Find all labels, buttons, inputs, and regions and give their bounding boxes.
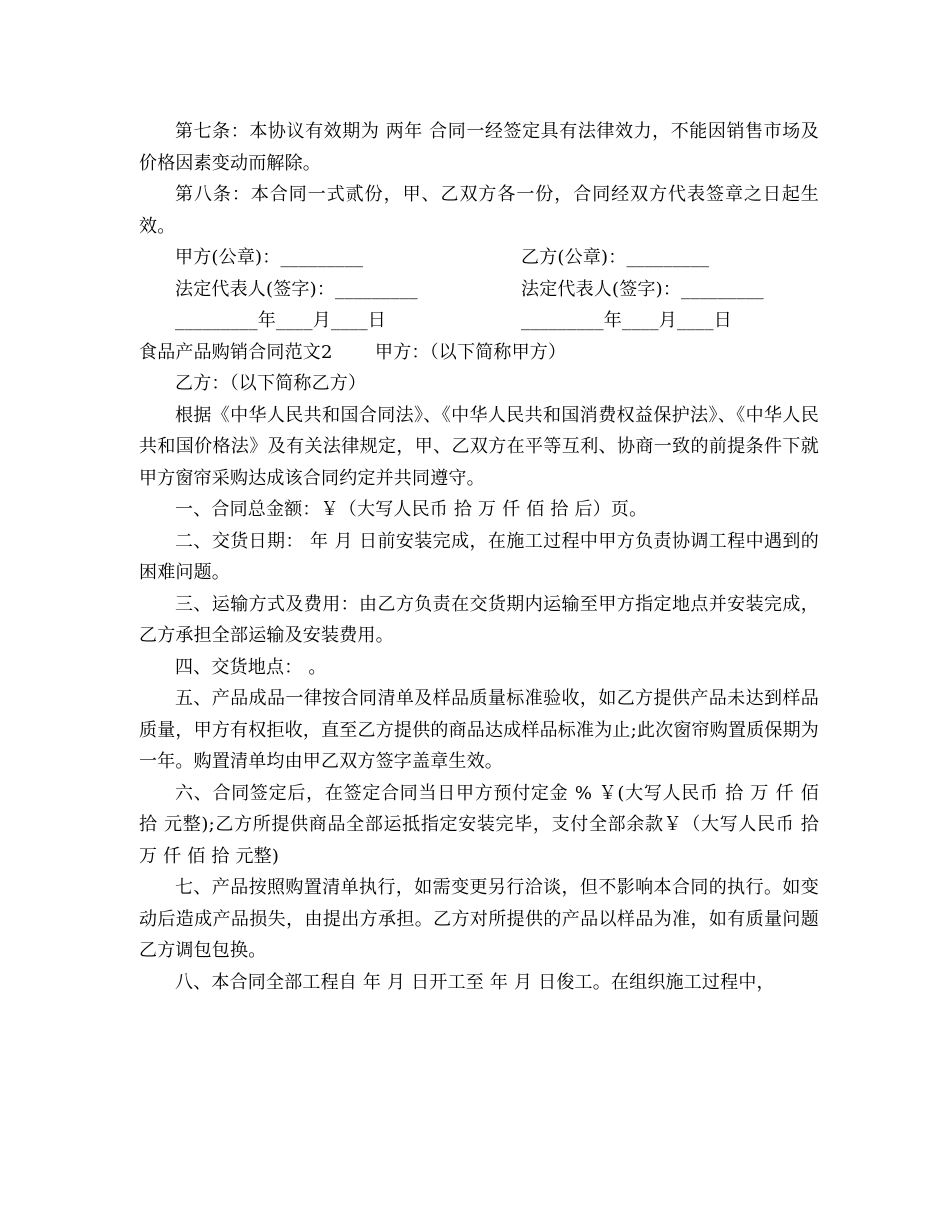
party-a-date: _________年____月____日 — [175, 310, 386, 331]
seal-row — [139, 242, 819, 274]
article-7: 第七条：本协议有效期为 两年 合同一经签定具有法律效力，不能因销售市场及价格因素变动而解除。 — [139, 121, 819, 174]
party-b-seal: 乙方(公章)：_________ — [521, 247, 710, 268]
clause-7: 七、产品按照购置清单执行，如需变更另行洽谈，但不影响本合同的执行。如变动后造成产品损失，由提出方承担。乙方对所提供的产品以样品为准，如有质量问题乙方调包包换。 — [139, 877, 819, 961]
contract-2-party-b: 乙方：（以下简称乙方） — [175, 373, 367, 394]
representative-row — [139, 274, 819, 306]
clause-1: 一、合同总金额：￥（大写人民币 拾 万 仟 佰 拾 后）页。 — [175, 499, 648, 520]
contract-2-party-a: 甲方：（以下简称甲方） — [375, 341, 567, 363]
preamble: 根据《中华人民共和国合同法》、《中华人民共和国消费权益保护法》、《中华人民共和国价格法》及有关法律规定，甲、乙双方在平等互利、协商一致的前提条件下就甲方窗帘采购达成该合同约定并共同遵守。 — [139, 404, 819, 489]
contract-2-title: 食品产品购销合同范文2 — [139, 341, 333, 363]
clause-3: 三、运输方式及费用：由乙方负责在交货期内运输至甲方指定地点并安装完成，乙方承担全部运输及安装费用。 — [139, 593, 819, 646]
party-a-seal: 甲方(公章)：_________ — [175, 247, 364, 268]
document-body — [139, 116, 819, 998]
contract-2-heading — [139, 337, 819, 369]
party-a-representative: 法定代表人(签字)：_________ — [175, 278, 418, 300]
party-b-date: _________年____月____日 — [521, 310, 732, 331]
date-row — [139, 305, 819, 337]
clause-2: 二、交货日期： 年 月 日前安装完成，在施工过程中甲方负责协调工程中遇到的困难问题。 — [139, 530, 819, 583]
clause-6: 六、合同签定后，在签定合同当日甲方预付定金 % ￥(大写人民币 拾 万 仟 佰 拾 元整);乙方所提供商品全部运抵指定安装完毕，支付全部余款￥（大写人民币 拾 万 仟 佰 拾 元整) — [139, 782, 819, 867]
party-b-representative: 法定代表人(签字)：_________ — [521, 278, 764, 300]
article-8: 第八条：本合同一式贰份，甲、乙双方各一份，合同经双方代表签章之日起生效。 — [139, 184, 819, 237]
clause-5: 五、产品成品一律按合同清单及样品质量标准验收，如乙方提供产品未达到样品质量，甲方有权拒收，直至乙方提供的商品达成样品标准为止;此次窗帘购置质保期为一年。购置清单均由甲乙双方签字盖章生效。 — [139, 688, 819, 772]
clause-4: 四、交货地点： 。 — [175, 656, 327, 678]
clause-8: 八、本合同全部工程自 年 月 日开工至 年 月 日俊工。在组织施工过程中， — [175, 971, 775, 993]
